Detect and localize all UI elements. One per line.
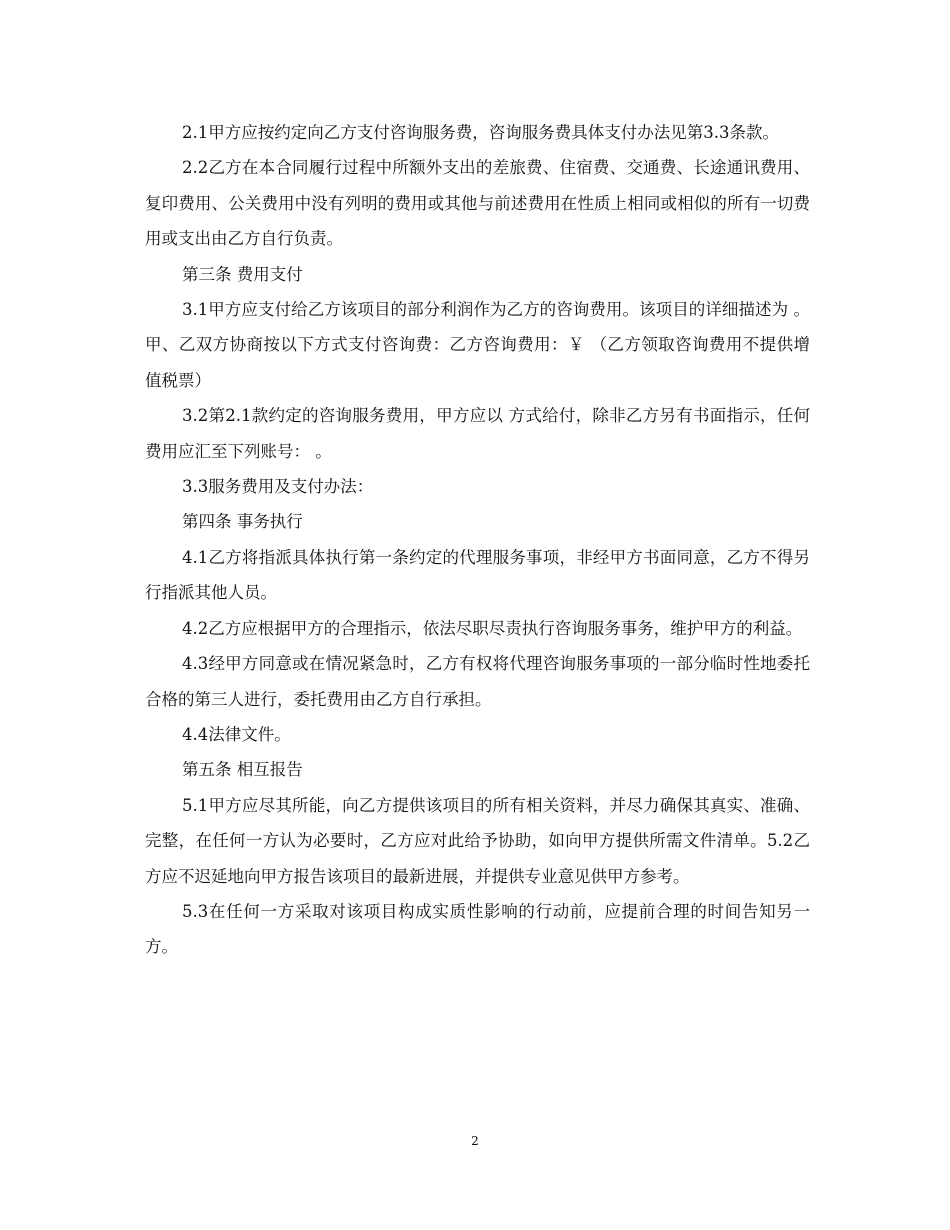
clause-4-4: 4.4法律文件。 [182, 724, 291, 744]
clause-4-3: 4.3经甲方同意或在情况紧急时，乙方有权将代理咨询服务事项的一部分临时性地委托合格的第三人进行，委托费用由乙方自行承担。 [145, 654, 810, 709]
page-number: 2 [471, 1134, 479, 1148]
clause-4-2: 4.2乙方应根据甲方的合理指示，依法尽职尽责执行咨询服务事务，维护甲方的利益。 [182, 618, 803, 638]
clause-3-2: 3.2第2.1款约定的咨询服务费用，甲方应以 方式给付，除非乙方另有书面指示，任何费用应汇至下列账号： 。 [145, 406, 810, 461]
clause-3-1: 3.1甲方应支付给乙方该项目的部分利润作为乙方的咨询费用。该项目的详细描述为 。甲、乙双方协商按以下方式支付咨询费：乙方咨询费用：￥ （乙方领取咨询费用不提供增值税票） [145, 300, 810, 390]
clause-5-1: 5.1甲方应尽其所能，向乙方提供该项目的所有相关资料，并尽力确保其真实、准确、完整，在任何一方认为必要时，乙方应对此给予协助，如向甲方提供所需文件清单。5.2乙方应不迟延地向甲方报告该项目的最新进展，并提供专业意见供甲方参考。 [145, 795, 810, 886]
article-5-heading: 第五条 相互报告 [182, 760, 303, 780]
article-4-heading: 第四条 事务执行 [182, 512, 303, 532]
document-body [145, 115, 810, 965]
clause-2-1: 2.1甲方应按约定向乙方支付咨询服务费，咨询服务费具体支付办法见第3.3条款。 [182, 123, 779, 142]
clause-5-3: 5.3在任何一方采取对该项目构成实质性影响的行动前，应提前合理的时间告知另一方。 [145, 901, 810, 957]
article-3-heading: 第三条 费用支付 [182, 264, 303, 284]
clause-3-3: 3.3服务费用及支付办法： [182, 477, 374, 497]
clause-4-1: 4.1乙方将指派具体执行第一条约定的代理服务事项，非经甲方书面同意，乙方不得另行指派其他人员。 [145, 547, 810, 603]
clause-2-2: 2.2乙方在本合同履行过程中所额外支出的差旅费、住宿费、交通费、长途通讯费用、复印费用、公关费用中没有列明的费用或其他与前述费用在性质上相同或相似的所有一切费用或支出由乙方自行负责。 [145, 158, 810, 249]
